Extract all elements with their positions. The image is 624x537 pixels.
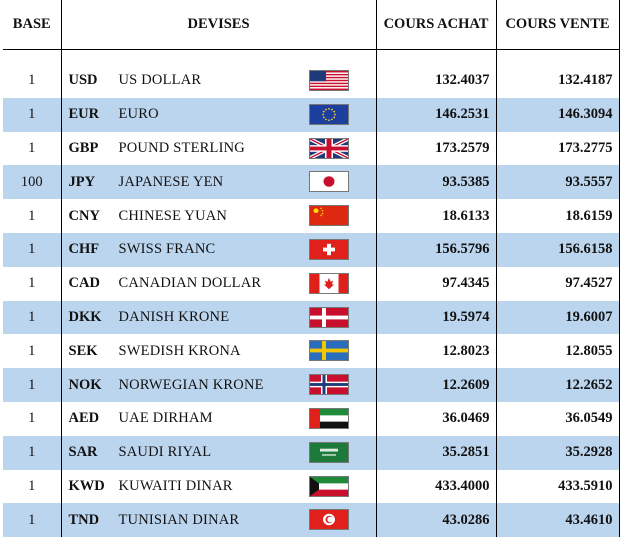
currency-name: NORWEGIAN KRONE bbox=[118, 376, 264, 393]
cours-vente-cell: 93.5557 bbox=[496, 165, 619, 199]
us-flag bbox=[309, 70, 349, 91]
base-cell: 1 bbox=[3, 334, 61, 368]
base-cell: 1 bbox=[3, 64, 61, 98]
devise-cell bbox=[61, 402, 376, 436]
base-cell: 1 bbox=[3, 233, 61, 267]
cours-vente-cell: 146.3094 bbox=[496, 98, 619, 132]
base-cell: 100 bbox=[3, 165, 61, 199]
currency-code: SEK bbox=[68, 342, 98, 359]
cours-vente-cell: 12.2652 bbox=[496, 368, 619, 402]
rate-row-gbp bbox=[3, 132, 619, 166]
cours-vente-cell: 132.4187 bbox=[496, 64, 619, 98]
denmark-flag bbox=[309, 307, 349, 328]
base-cell: 1 bbox=[3, 470, 61, 504]
devise-cell bbox=[61, 64, 376, 98]
currency-code: CNY bbox=[68, 207, 100, 224]
devise-cell bbox=[61, 199, 376, 233]
base-cell: 1 bbox=[3, 98, 61, 132]
currency-name: EURO bbox=[118, 106, 159, 123]
header-base: BASE bbox=[3, 0, 61, 50]
cours-vente-cell: 18.6159 bbox=[496, 199, 619, 233]
uk-flag bbox=[309, 138, 349, 159]
cours-achat-cell: 12.2609 bbox=[376, 368, 496, 402]
cours-achat-cell: 93.5385 bbox=[376, 165, 496, 199]
rate-row-eur bbox=[3, 98, 619, 132]
cours-achat-cell: 18.6133 bbox=[376, 199, 496, 233]
cours-vente-cell: 433.5910 bbox=[496, 470, 619, 504]
rate-row-nok bbox=[3, 368, 619, 402]
rate-row-chf bbox=[3, 233, 619, 267]
currency-name: US DOLLAR bbox=[118, 72, 202, 89]
cours-achat-cell: 97.4345 bbox=[376, 267, 496, 301]
kuwait-flag bbox=[309, 476, 349, 497]
rate-row-sar bbox=[3, 436, 619, 470]
cours-vente-cell: 156.6158 bbox=[496, 233, 619, 267]
rate-row-jpy bbox=[3, 165, 619, 199]
cours-achat-cell: 156.5796 bbox=[376, 233, 496, 267]
cours-achat-cell: 132.4037 bbox=[376, 64, 496, 98]
rate-row-sek bbox=[3, 334, 619, 368]
japan-flag bbox=[309, 171, 349, 192]
currency-code: GBP bbox=[68, 139, 99, 156]
base-cell: 1 bbox=[3, 402, 61, 436]
rate-row-dkk bbox=[3, 301, 619, 335]
cours-achat-cell: 19.5974 bbox=[376, 301, 496, 335]
currency-name: SWEDISH KRONA bbox=[118, 342, 241, 359]
devise-cell bbox=[61, 368, 376, 402]
exchange-rate-table bbox=[3, 0, 620, 537]
currency-name: UAE DIRHAM bbox=[118, 410, 213, 427]
sweden-flag bbox=[309, 340, 349, 361]
norway-flag bbox=[309, 374, 349, 395]
base-cell: 1 bbox=[3, 503, 61, 537]
currency-code: SAR bbox=[68, 444, 98, 461]
cours-vente-cell: 19.6007 bbox=[496, 301, 619, 335]
base-cell: 1 bbox=[3, 267, 61, 301]
rate-row-aed bbox=[3, 402, 619, 436]
devise-cell bbox=[61, 165, 376, 199]
currency-name: SAUDI RIYAL bbox=[118, 444, 212, 461]
rate-row-cny bbox=[3, 199, 619, 233]
base-cell: 1 bbox=[3, 368, 61, 402]
base-cell: 1 bbox=[3, 436, 61, 470]
currency-code: NOK bbox=[68, 376, 102, 393]
rate-row-usd bbox=[3, 64, 619, 98]
uae-flag bbox=[309, 408, 349, 429]
devise-cell bbox=[61, 267, 376, 301]
currency-name: JAPANESE YEN bbox=[118, 173, 224, 190]
currency-code: JPY bbox=[68, 173, 96, 190]
cours-vente-cell: 12.8055 bbox=[496, 334, 619, 368]
currency-code: CAD bbox=[68, 275, 100, 292]
tunisia-flag bbox=[309, 509, 349, 530]
cours-vente-cell: 97.4527 bbox=[496, 267, 619, 301]
header-cours-vente: COURS VENTE bbox=[496, 0, 619, 50]
rate-row-cad bbox=[3, 267, 619, 301]
currency-name: KUWAITI DINAR bbox=[118, 477, 233, 494]
devise-cell bbox=[61, 301, 376, 335]
cours-vente-cell: 173.2775 bbox=[496, 132, 619, 166]
spacer-row bbox=[3, 50, 619, 65]
currency-name: TUNISIAN DINAR bbox=[118, 511, 240, 528]
cours-achat-cell: 146.2531 bbox=[376, 98, 496, 132]
devise-cell bbox=[61, 503, 376, 537]
currency-name: CANADIAN DOLLAR bbox=[118, 275, 262, 292]
cours-vente-cell: 43.4610 bbox=[496, 503, 619, 537]
currency-name: SWISS FRANC bbox=[118, 241, 216, 258]
eu-flag bbox=[309, 104, 349, 125]
currency-name: POUND STERLING bbox=[118, 139, 245, 156]
header-cours-achat: COURS ACHAT bbox=[376, 0, 496, 50]
currency-code: EUR bbox=[68, 106, 100, 123]
base-cell: 1 bbox=[3, 301, 61, 335]
devise-cell bbox=[61, 334, 376, 368]
rate-row-tnd bbox=[3, 503, 619, 537]
saudi-flag bbox=[309, 442, 349, 463]
china-flag bbox=[309, 205, 349, 226]
currency-name: DANISH KRONE bbox=[118, 308, 230, 325]
cours-vente-cell: 35.2928 bbox=[496, 436, 619, 470]
currency-name: CHINESE YUAN bbox=[118, 207, 228, 224]
devise-cell bbox=[61, 132, 376, 166]
devise-cell bbox=[61, 470, 376, 504]
currency-code: CHF bbox=[68, 241, 100, 258]
devise-cell bbox=[61, 436, 376, 470]
swiss-flag bbox=[309, 239, 349, 260]
cours-achat-cell: 43.0286 bbox=[376, 503, 496, 537]
rate-row-kwd bbox=[3, 470, 619, 504]
cours-vente-cell: 36.0549 bbox=[496, 402, 619, 436]
canada-flag bbox=[309, 273, 349, 294]
cours-achat-cell: 12.8023 bbox=[376, 334, 496, 368]
header-row bbox=[3, 0, 619, 50]
base-cell: 1 bbox=[3, 132, 61, 166]
cours-achat-cell: 36.0469 bbox=[376, 402, 496, 436]
cours-achat-cell: 433.4000 bbox=[376, 470, 496, 504]
cours-achat-cell: 173.2579 bbox=[376, 132, 496, 166]
currency-code: AED bbox=[68, 410, 100, 427]
base-cell: 1 bbox=[3, 199, 61, 233]
currency-code: USD bbox=[68, 72, 98, 89]
currency-code: TND bbox=[68, 511, 100, 528]
cours-achat-cell: 35.2851 bbox=[376, 436, 496, 470]
devise-cell bbox=[61, 233, 376, 267]
devise-cell bbox=[61, 98, 376, 132]
header-devises: DEVISES bbox=[61, 0, 376, 50]
currency-code: KWD bbox=[68, 477, 105, 494]
currency-code: DKK bbox=[68, 308, 102, 325]
